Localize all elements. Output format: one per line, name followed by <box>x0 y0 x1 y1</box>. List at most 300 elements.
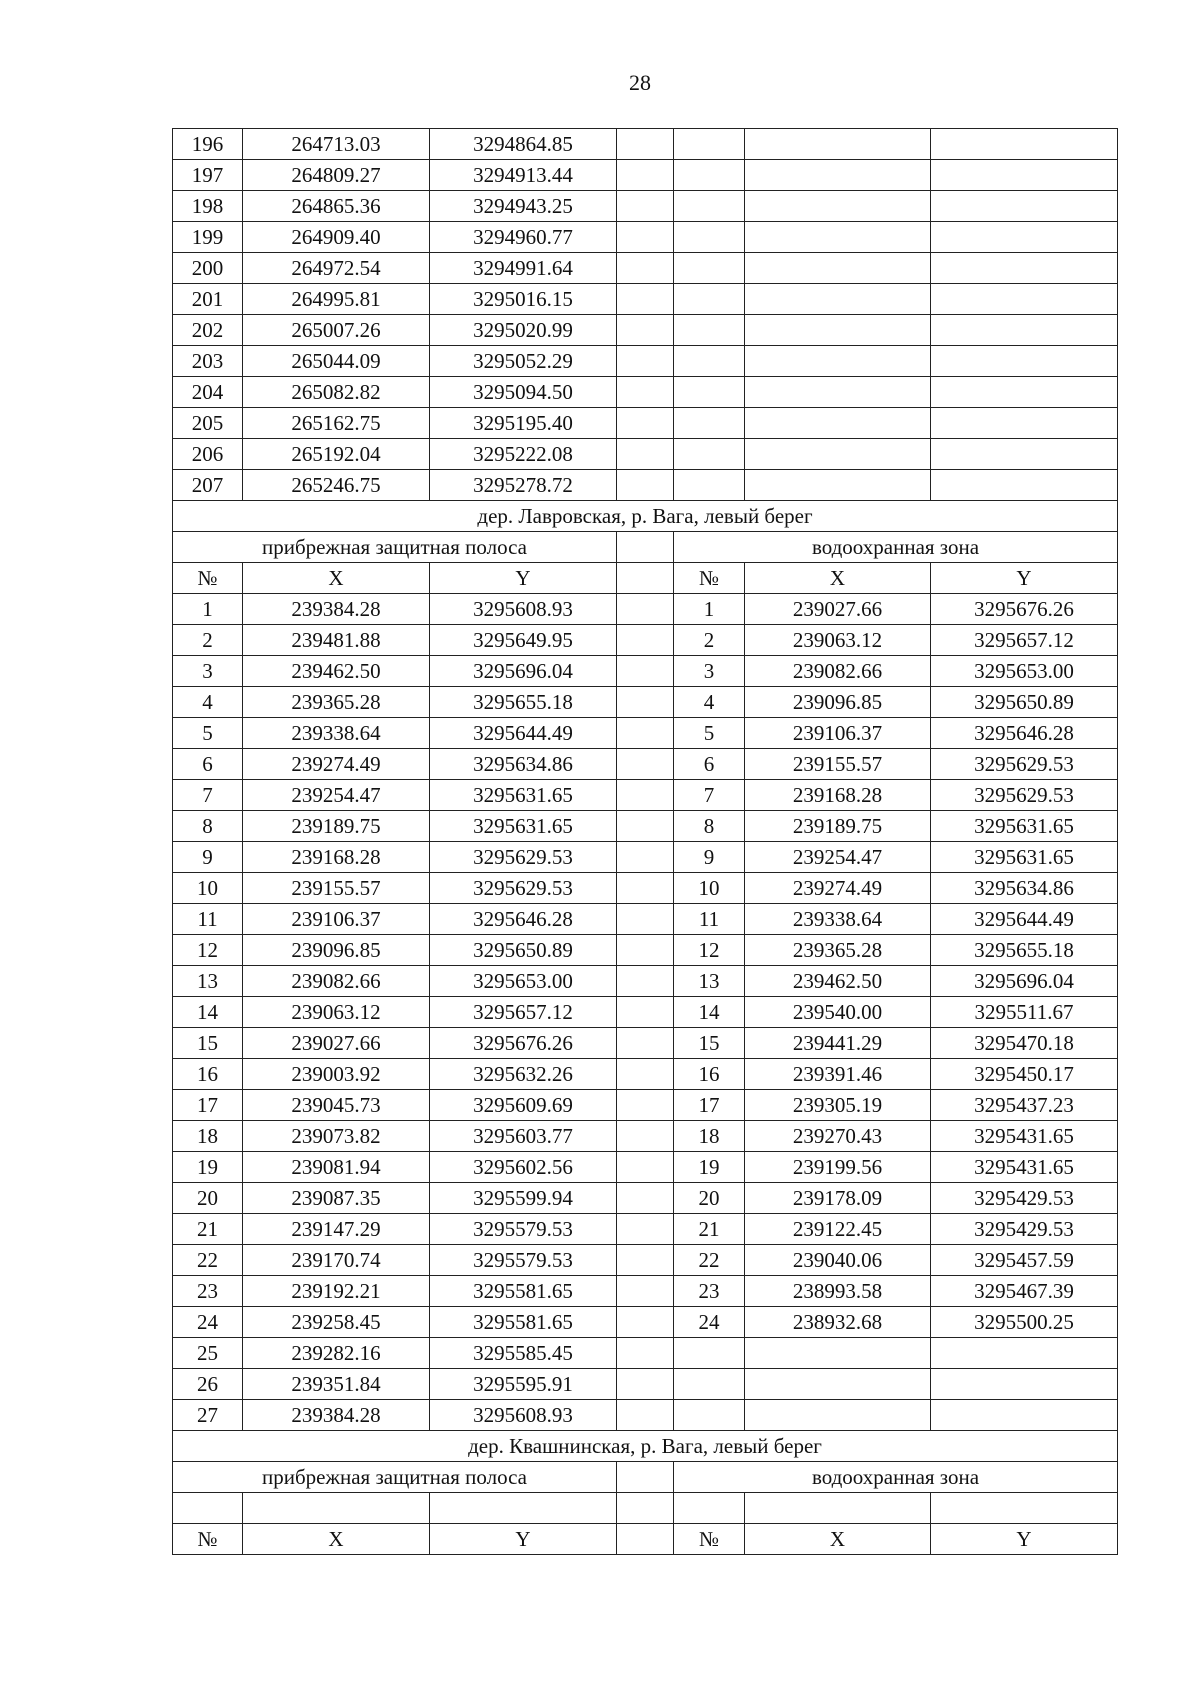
y-coordinate-cell: 3295644.49 <box>430 718 617 749</box>
point-number-cell: 196 <box>173 129 243 160</box>
y-coordinate-cell: 3295222.08 <box>430 439 617 470</box>
table-row <box>173 749 1118 780</box>
x-coordinate-cell: 239254.47 <box>745 842 931 873</box>
x-coordinate-cell: 239003.92 <box>243 1059 430 1090</box>
empty-cell <box>745 408 931 439</box>
x-coordinate-cell: 239073.82 <box>243 1121 430 1152</box>
point-number-cell: 18 <box>674 1121 745 1152</box>
y-coordinate-cell: 3295650.89 <box>931 687 1118 718</box>
empty-cell <box>617 377 674 408</box>
empty-cell <box>617 129 674 160</box>
empty-cell <box>931 346 1118 377</box>
x-coordinate-cell: 239106.37 <box>243 904 430 935</box>
table-row <box>173 1307 1118 1338</box>
table-row <box>173 1059 1118 1090</box>
x-coordinate-cell: 239063.12 <box>243 997 430 1028</box>
empty-cell <box>745 1369 931 1400</box>
y-coordinate-cell: 3295696.04 <box>931 966 1118 997</box>
point-number-cell: 24 <box>674 1307 745 1338</box>
empty-cell <box>745 377 931 408</box>
table-row <box>173 1369 1118 1400</box>
empty-cell <box>674 222 745 253</box>
point-number-cell: 20 <box>674 1183 745 1214</box>
empty-cell <box>745 346 931 377</box>
x-coordinate-cell: 239178.09 <box>745 1183 931 1214</box>
empty-cell <box>931 315 1118 346</box>
point-number-cell: 3 <box>173 656 243 687</box>
point-number-cell: 23 <box>173 1276 243 1307</box>
empty-cell <box>617 687 674 718</box>
point-number-cell: 11 <box>173 904 243 935</box>
empty-cell <box>617 284 674 315</box>
y-coordinate-cell: 3295429.53 <box>931 1183 1118 1214</box>
blank-row <box>173 1493 1118 1524</box>
empty-cell <box>674 129 745 160</box>
x-coordinate-cell: 264713.03 <box>243 129 430 160</box>
empty-cell <box>617 904 674 935</box>
table-row <box>173 253 1118 284</box>
point-number-cell: 198 <box>173 191 243 222</box>
right-subtable-title: водоохранная зона <box>674 1462 1118 1493</box>
y-coordinate-cell: 3295579.53 <box>430 1214 617 1245</box>
y-coordinate-cell: 3295655.18 <box>931 935 1118 966</box>
table-row <box>173 191 1118 222</box>
empty-cell <box>617 780 674 811</box>
x-coordinate-cell: 239027.66 <box>243 1028 430 1059</box>
x-coordinate-cell: 265044.09 <box>243 346 430 377</box>
y-coordinate-cell: 3295676.26 <box>931 594 1118 625</box>
coordinates-table <box>172 128 1118 1555</box>
empty-cell <box>931 1400 1118 1431</box>
table-row <box>173 439 1118 470</box>
table-row <box>173 346 1118 377</box>
point-number-cell: 16 <box>674 1059 745 1090</box>
x-coordinate-cell: 239274.49 <box>745 873 931 904</box>
y-coordinate-cell: 3295052.29 <box>430 346 617 377</box>
empty-cell <box>617 160 674 191</box>
x-coordinate-cell: 265162.75 <box>243 408 430 439</box>
empty-cell <box>674 346 745 377</box>
empty-cell <box>617 222 674 253</box>
point-number-cell: 13 <box>173 966 243 997</box>
empty-cell <box>931 129 1118 160</box>
empty-cell <box>931 408 1118 439</box>
empty-cell <box>617 1276 674 1307</box>
empty-cell <box>745 253 931 284</box>
y-coordinate-cell: 3295634.86 <box>430 749 617 780</box>
y-coordinate-cell: 3295646.28 <box>931 718 1118 749</box>
table-row <box>173 1245 1118 1276</box>
table-row <box>173 1338 1118 1369</box>
y-coordinate-cell: 3295646.28 <box>430 904 617 935</box>
empty-cell <box>617 656 674 687</box>
table-row <box>173 687 1118 718</box>
number-header: № <box>173 1524 243 1555</box>
x-coordinate-cell: 239168.28 <box>745 780 931 811</box>
empty-cell <box>931 253 1118 284</box>
point-number-cell: 19 <box>173 1152 243 1183</box>
x-coordinate-cell: 239540.00 <box>745 997 931 1028</box>
empty-cell <box>617 470 674 501</box>
empty-cell <box>617 594 674 625</box>
y-coordinate-cell: 3295631.65 <box>931 842 1118 873</box>
point-number-cell: 6 <box>173 749 243 780</box>
empty-cell <box>931 1493 1118 1524</box>
y-coordinate-cell: 3295437.23 <box>931 1090 1118 1121</box>
x-coordinate-cell: 265246.75 <box>243 470 430 501</box>
y-header: Y <box>430 563 617 594</box>
y-header: Y <box>931 1524 1118 1555</box>
y-coordinate-cell: 3295653.00 <box>430 966 617 997</box>
empty-cell <box>617 842 674 873</box>
x-coordinate-cell: 239189.75 <box>243 811 430 842</box>
table-row <box>173 966 1118 997</box>
x-coordinate-cell: 239082.66 <box>745 656 931 687</box>
y-coordinate-cell: 3295431.65 <box>931 1121 1118 1152</box>
y-coordinate-cell: 3295467.39 <box>931 1276 1118 1307</box>
y-coordinate-cell: 3295603.77 <box>430 1121 617 1152</box>
point-number-cell: 199 <box>173 222 243 253</box>
y-coordinate-cell: 3295278.72 <box>430 470 617 501</box>
number-header: № <box>674 1524 745 1555</box>
section-subheader-row <box>173 1462 1118 1493</box>
table-row <box>173 408 1118 439</box>
point-number-cell: 9 <box>173 842 243 873</box>
x-coordinate-cell: 239384.28 <box>243 1400 430 1431</box>
point-number-cell: 27 <box>173 1400 243 1431</box>
y-coordinate-cell: 3295676.26 <box>430 1028 617 1059</box>
point-number-cell: 12 <box>674 935 745 966</box>
point-number-cell: 16 <box>173 1059 243 1090</box>
empty-cell <box>617 873 674 904</box>
empty-cell <box>674 1369 745 1400</box>
y-coordinate-cell: 3295655.18 <box>430 687 617 718</box>
empty-cell <box>745 222 931 253</box>
x-coordinate-cell: 239365.28 <box>243 687 430 718</box>
point-number-cell: 5 <box>173 718 243 749</box>
empty-cell <box>617 1152 674 1183</box>
x-coordinate-cell: 264995.81 <box>243 284 430 315</box>
empty-cell <box>674 1400 745 1431</box>
y-coordinate-cell: 3294943.25 <box>430 191 617 222</box>
point-number-cell: 1 <box>674 594 745 625</box>
empty-cell <box>617 1338 674 1369</box>
point-number-cell: 19 <box>674 1152 745 1183</box>
point-number-cell: 4 <box>173 687 243 718</box>
empty-cell <box>617 346 674 377</box>
empty-cell <box>617 1214 674 1245</box>
x-header: X <box>745 563 931 594</box>
y-coordinate-cell: 3294960.77 <box>430 222 617 253</box>
y-coordinate-cell: 3294913.44 <box>430 160 617 191</box>
point-number-cell: 3 <box>674 656 745 687</box>
empty-cell <box>617 532 674 563</box>
point-number-cell: 14 <box>173 997 243 1028</box>
empty-cell <box>931 470 1118 501</box>
point-number-cell: 2 <box>674 625 745 656</box>
y-coordinate-cell: 3295429.53 <box>931 1214 1118 1245</box>
y-coordinate-cell: 3295631.65 <box>430 780 617 811</box>
x-coordinate-cell: 239199.56 <box>745 1152 931 1183</box>
y-coordinate-cell: 3295581.65 <box>430 1276 617 1307</box>
y-coordinate-cell: 3295629.53 <box>931 780 1118 811</box>
section-title-row <box>173 1431 1118 1462</box>
point-number-cell: 205 <box>173 408 243 439</box>
x-coordinate-cell: 239258.45 <box>243 1307 430 1338</box>
point-number-cell: 15 <box>173 1028 243 1059</box>
x-coordinate-cell: 239274.49 <box>243 749 430 780</box>
point-number-cell: 22 <box>173 1245 243 1276</box>
x-coordinate-cell: 239155.57 <box>745 749 931 780</box>
y-coordinate-cell: 3295634.86 <box>931 873 1118 904</box>
empty-cell <box>617 1462 674 1493</box>
table-row <box>173 222 1118 253</box>
x-coordinate-cell: 239168.28 <box>243 842 430 873</box>
x-coordinate-cell: 239040.06 <box>745 1245 931 1276</box>
x-coordinate-cell: 239270.43 <box>745 1121 931 1152</box>
column-header-row <box>173 563 1118 594</box>
empty-cell <box>617 811 674 842</box>
table-row <box>173 1214 1118 1245</box>
x-coordinate-cell: 265192.04 <box>243 439 430 470</box>
x-coordinate-cell: 239365.28 <box>745 935 931 966</box>
empty-cell <box>745 284 931 315</box>
empty-cell <box>745 439 931 470</box>
empty-cell <box>674 377 745 408</box>
empty-cell <box>674 191 745 222</box>
empty-cell <box>745 160 931 191</box>
point-number-cell: 6 <box>674 749 745 780</box>
point-number-cell: 21 <box>173 1214 243 1245</box>
y-coordinate-cell: 3295631.65 <box>931 811 1118 842</box>
x-coordinate-cell: 239384.28 <box>243 594 430 625</box>
empty-cell <box>674 1338 745 1369</box>
y-coordinate-cell: 3295500.25 <box>931 1307 1118 1338</box>
table-row <box>173 284 1118 315</box>
y-coordinate-cell: 3295595.91 <box>430 1369 617 1400</box>
empty-cell <box>617 253 674 284</box>
empty-cell <box>173 1493 243 1524</box>
number-header: № <box>674 563 745 594</box>
point-number-cell: 25 <box>173 1338 243 1369</box>
point-number-cell: 12 <box>173 935 243 966</box>
section-title-row <box>173 501 1118 532</box>
empty-cell <box>617 1028 674 1059</box>
empty-cell <box>617 625 674 656</box>
table-row <box>173 1400 1118 1431</box>
y-coordinate-cell: 3295457.59 <box>931 1245 1118 1276</box>
y-coordinate-cell: 3295608.93 <box>430 594 617 625</box>
x-coordinate-cell: 239096.85 <box>243 935 430 966</box>
x-coordinate-cell: 239045.73 <box>243 1090 430 1121</box>
table-row <box>173 873 1118 904</box>
empty-cell <box>931 160 1118 191</box>
point-number-cell: 10 <box>173 873 243 904</box>
empty-cell <box>674 160 745 191</box>
y-coordinate-cell: 3295599.94 <box>430 1183 617 1214</box>
empty-cell <box>617 1090 674 1121</box>
page-number: 28 <box>629 70 651 95</box>
empty-cell <box>617 997 674 1028</box>
y-coordinate-cell: 3295579.53 <box>430 1245 617 1276</box>
empty-cell <box>931 1369 1118 1400</box>
point-number-cell: 15 <box>674 1028 745 1059</box>
section-title: дер. Лавровская, р. Вага, левый берег <box>173 501 1118 532</box>
table-row <box>173 470 1118 501</box>
point-number-cell: 17 <box>173 1090 243 1121</box>
y-coordinate-cell: 3295632.26 <box>430 1059 617 1090</box>
y-coordinate-cell: 3295657.12 <box>430 997 617 1028</box>
x-coordinate-cell: 239481.88 <box>243 625 430 656</box>
x-header: X <box>243 1524 430 1555</box>
column-header-row <box>173 1524 1118 1555</box>
y-coordinate-cell: 3295094.50 <box>430 377 617 408</box>
point-number-cell: 11 <box>674 904 745 935</box>
table-row <box>173 780 1118 811</box>
x-coordinate-cell: 239351.84 <box>243 1369 430 1400</box>
empty-cell <box>617 1400 674 1431</box>
table-row <box>173 904 1118 935</box>
empty-cell <box>674 470 745 501</box>
x-coordinate-cell: 239106.37 <box>745 718 931 749</box>
y-coordinate-cell: 3295696.04 <box>430 656 617 687</box>
x-coordinate-cell: 264909.40 <box>243 222 430 253</box>
left-subtable-title: прибрежная защитная полоса <box>173 532 617 563</box>
empty-cell <box>931 377 1118 408</box>
point-number-cell: 206 <box>173 439 243 470</box>
y-coordinate-cell: 3295020.99 <box>430 315 617 346</box>
point-number-cell: 207 <box>173 470 243 501</box>
empty-cell <box>931 439 1118 470</box>
y-coordinate-cell: 3295609.69 <box>430 1090 617 1121</box>
empty-cell <box>745 1493 931 1524</box>
empty-cell <box>617 1121 674 1152</box>
y-coordinate-cell: 3295650.89 <box>430 935 617 966</box>
point-number-cell: 202 <box>173 315 243 346</box>
point-number-cell: 201 <box>173 284 243 315</box>
table-row <box>173 315 1118 346</box>
table-row <box>173 1152 1118 1183</box>
point-number-cell: 26 <box>173 1369 243 1400</box>
y-coordinate-cell: 3295629.53 <box>430 873 617 904</box>
x-coordinate-cell: 239087.35 <box>243 1183 430 1214</box>
empty-cell <box>931 222 1118 253</box>
table-row <box>173 935 1118 966</box>
point-number-cell: 14 <box>674 997 745 1028</box>
x-coordinate-cell: 239082.66 <box>243 966 430 997</box>
y-coordinate-cell: 3295581.65 <box>430 1307 617 1338</box>
left-subtable-title: прибрежная защитная полоса <box>173 1462 617 1493</box>
y-coordinate-cell: 3295653.00 <box>931 656 1118 687</box>
empty-cell <box>745 191 931 222</box>
x-coordinate-cell: 239027.66 <box>745 594 931 625</box>
point-number-cell: 22 <box>674 1245 745 1276</box>
table-row <box>173 1090 1118 1121</box>
table-row <box>173 377 1118 408</box>
empty-cell <box>674 253 745 284</box>
x-coordinate-cell: 265082.82 <box>243 377 430 408</box>
empty-cell <box>617 563 674 594</box>
x-coordinate-cell: 239441.29 <box>745 1028 931 1059</box>
x-coordinate-cell: 239338.64 <box>243 718 430 749</box>
point-number-cell: 200 <box>173 253 243 284</box>
y-header: Y <box>430 1524 617 1555</box>
point-number-cell: 7 <box>173 780 243 811</box>
point-number-cell: 203 <box>173 346 243 377</box>
point-number-cell: 18 <box>173 1121 243 1152</box>
empty-cell <box>243 1493 430 1524</box>
x-coordinate-cell: 238993.58 <box>745 1276 931 1307</box>
section-subheader-row <box>173 532 1118 563</box>
x-coordinate-cell: 239147.29 <box>243 1214 430 1245</box>
empty-cell <box>617 1493 674 1524</box>
empty-cell <box>674 1493 745 1524</box>
y-coordinate-cell: 3295629.53 <box>430 842 617 873</box>
empty-cell <box>931 284 1118 315</box>
point-number-cell: 13 <box>674 966 745 997</box>
empty-cell <box>617 439 674 470</box>
point-number-cell: 5 <box>674 718 745 749</box>
y-coordinate-cell: 3295470.18 <box>931 1028 1118 1059</box>
right-subtable-title: водоохранная зона <box>674 532 1118 563</box>
empty-cell <box>617 1307 674 1338</box>
point-number-cell: 7 <box>674 780 745 811</box>
empty-cell <box>931 191 1118 222</box>
table-row <box>173 594 1118 625</box>
y-coordinate-cell: 3295450.17 <box>931 1059 1118 1090</box>
y-coordinate-cell: 3295511.67 <box>931 997 1118 1028</box>
table-row <box>173 1183 1118 1214</box>
point-number-cell: 2 <box>173 625 243 656</box>
empty-cell <box>617 408 674 439</box>
point-number-cell: 204 <box>173 377 243 408</box>
table-row <box>173 656 1118 687</box>
y-coordinate-cell: 3295195.40 <box>430 408 617 439</box>
x-coordinate-cell: 239189.75 <box>745 811 931 842</box>
y-coordinate-cell: 3295629.53 <box>931 749 1118 780</box>
y-coordinate-cell: 3295431.65 <box>931 1152 1118 1183</box>
y-coordinate-cell: 3295649.95 <box>430 625 617 656</box>
empty-cell <box>617 749 674 780</box>
empty-cell <box>617 1524 674 1555</box>
empty-cell <box>745 1338 931 1369</box>
x-coordinate-cell: 239338.64 <box>745 904 931 935</box>
empty-cell <box>617 191 674 222</box>
point-number-cell: 10 <box>674 873 745 904</box>
point-number-cell: 24 <box>173 1307 243 1338</box>
x-coordinate-cell: 264972.54 <box>243 253 430 284</box>
x-coordinate-cell: 264865.36 <box>243 191 430 222</box>
x-coordinate-cell: 239063.12 <box>745 625 931 656</box>
y-coordinate-cell: 3295585.45 <box>430 1338 617 1369</box>
y-coordinate-cell: 3295631.65 <box>430 811 617 842</box>
x-header: X <box>243 563 430 594</box>
table-row <box>173 842 1118 873</box>
x-coordinate-cell: 239462.50 <box>745 966 931 997</box>
empty-cell <box>617 935 674 966</box>
y-coordinate-cell: 3295657.12 <box>931 625 1118 656</box>
empty-cell <box>931 1338 1118 1369</box>
y-coordinate-cell: 3294864.85 <box>430 129 617 160</box>
point-number-cell: 8 <box>674 811 745 842</box>
number-header: № <box>173 563 243 594</box>
x-coordinate-cell: 239192.21 <box>243 1276 430 1307</box>
table-row <box>173 718 1118 749</box>
y-coordinate-cell: 3295644.49 <box>931 904 1118 935</box>
empty-cell <box>617 1059 674 1090</box>
empty-cell <box>745 129 931 160</box>
table-row <box>173 1276 1118 1307</box>
